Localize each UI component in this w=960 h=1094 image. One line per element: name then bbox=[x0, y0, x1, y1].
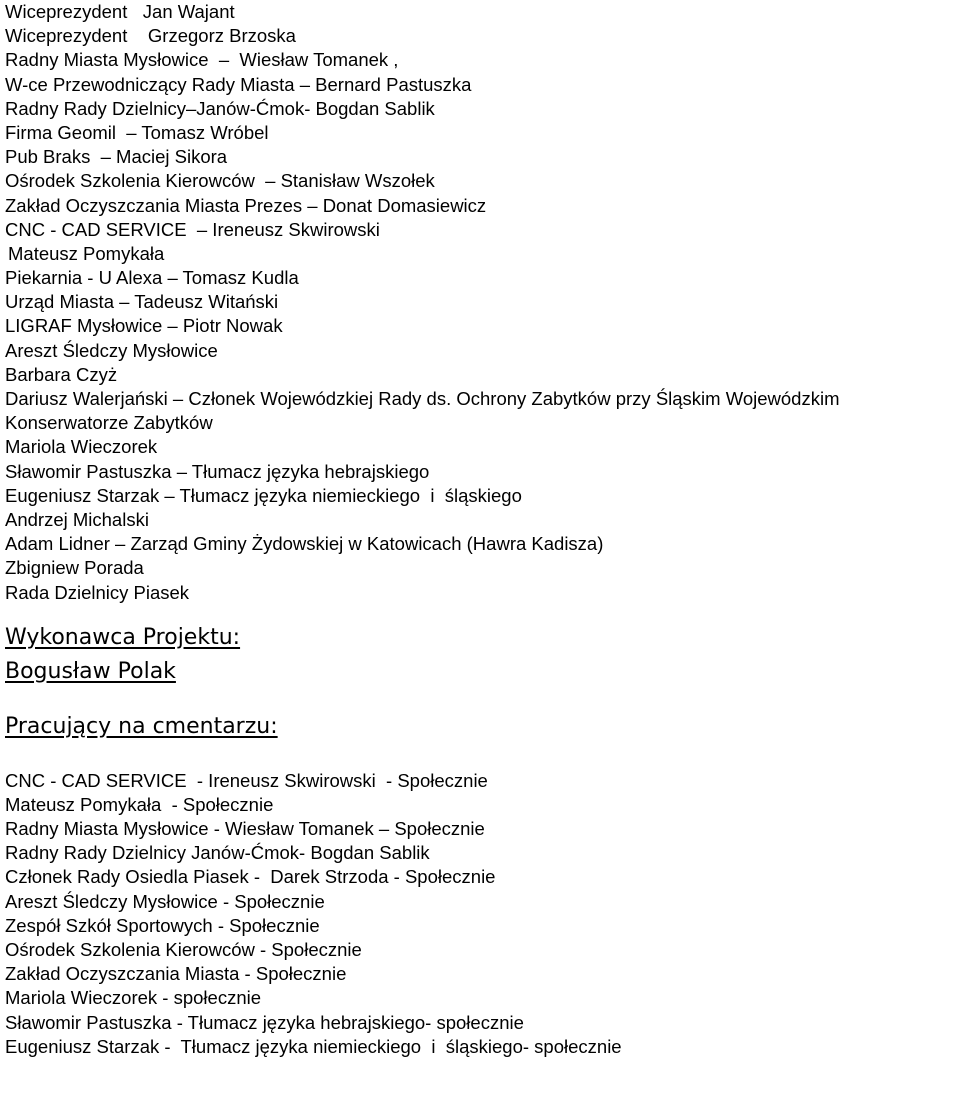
list-item: Sławomir Pastuszka - Tłumacz języka hebrajskiego- społecznie bbox=[5, 1011, 524, 1033]
list-item: Piekarnia - U Alexa – Tomasz Kudla bbox=[5, 267, 299, 289]
list-item: Konserwatorze Zabytków bbox=[5, 412, 213, 434]
list-item: Eugeniusz Starzak - Tłumacz języka niemieckiego i śląskiego- społecznie bbox=[5, 1035, 622, 1057]
list-item: LIGRAF Mysłowice – Piotr Nowak bbox=[5, 315, 283, 337]
list-item: Wiceprezydent Jan Wajant bbox=[5, 1, 235, 22]
contractor-name: Bogusław Polak bbox=[5, 658, 176, 684]
list-item: Radny Miasta Mysłowice - Wiesław Tomanek – Społecznie bbox=[5, 818, 485, 840]
list-item: Radny Rady Dzielnicy–Janów-Ćmok- Bogdan Sablik bbox=[5, 97, 435, 119]
list-item: Mariola Wieczorek bbox=[5, 436, 158, 458]
list-item: Mariola Wieczorek - społecznie bbox=[5, 987, 262, 1009]
list-item: Ośrodek Szkolenia Kierowców – Stanisław Wszołek bbox=[5, 170, 435, 192]
list-item: Urząd Miasta – Tadeusz Witański bbox=[5, 291, 279, 313]
list-item: Mateusz Pomykała - Społecznie bbox=[5, 793, 274, 815]
list-item: Ośrodek Szkolenia Kierowców - Społecznie bbox=[5, 939, 362, 960]
supporters-list bbox=[5, 0, 960, 605]
list-item: CNC - CAD SERVICE - Ireneusz Skwirowski - Społecznie bbox=[5, 769, 488, 791]
list-item: Pub Braks – Maciej Sikora bbox=[5, 146, 228, 168]
list-item: Radny Miasta Mysłowice – Wiesław Tomanek , bbox=[5, 49, 399, 71]
list-item: Rada Dzielnicy Piasek bbox=[5, 581, 190, 603]
list-item: Dariusz Walerjański – Członek Wojewódzkiej Rady ds. Ochrony Zabytków przy Śląskim Wojewódzkim bbox=[5, 388, 840, 409]
list-item: Eugeniusz Starzak – Tłumacz języka niemieckiego i śląskiego bbox=[5, 484, 522, 506]
contractor-heading: Wykonawca Projektu: bbox=[5, 624, 241, 650]
list-item: Sławomir Pastuszka – Tłumacz języka hebrajskiego bbox=[5, 460, 430, 482]
document-page bbox=[5, 0, 960, 1059]
list-item: Mateusz Pomykała bbox=[8, 242, 165, 264]
list-item: Areszt Śledczy Mysłowice - Społecznie bbox=[5, 890, 325, 912]
list-item: Areszt Śledczy Mysłowice bbox=[5, 339, 218, 361]
list-item: Firma Geomil – Tomasz Wróbel bbox=[5, 121, 269, 143]
list-item: Barbara Czyż bbox=[5, 363, 118, 385]
list-item: Andrzej Michalski bbox=[5, 508, 149, 530]
list-item: W-ce Przewodniczący Rady Miasta – Bernard Pastuszka bbox=[5, 73, 472, 95]
list-item: Zespół Szkół Sportowych - Społecznie bbox=[5, 914, 320, 936]
list-item: Zbigniew Porada bbox=[5, 557, 144, 579]
list-item: CNC - CAD SERVICE – Ireneusz Skwirowski bbox=[5, 218, 380, 240]
spacer bbox=[5, 743, 960, 769]
list-item: Zakład Oczyszczania Miasta Prezes – Donat Domasiewicz bbox=[5, 194, 487, 216]
list-item: Wiceprezydent Grzegorz Brzoska bbox=[5, 25, 296, 47]
list-item: Radny Rady Dzielnicy Janów-Ćmok- Bogdan Sablik bbox=[5, 842, 430, 864]
list-item: Członek Rady Osiedla Piasek - Darek Strzoda - Społecznie bbox=[5, 866, 496, 888]
list-item: Zakład Oczyszczania Miasta - Społecznie bbox=[5, 963, 347, 985]
workers-list bbox=[5, 769, 960, 1059]
list-item: Adam Lidner – Zarząd Gminy Żydowskiej w Katowicach (Hawra Kadisza) bbox=[5, 533, 604, 555]
workers-heading: Pracujący na cmentarzu: bbox=[5, 713, 278, 739]
